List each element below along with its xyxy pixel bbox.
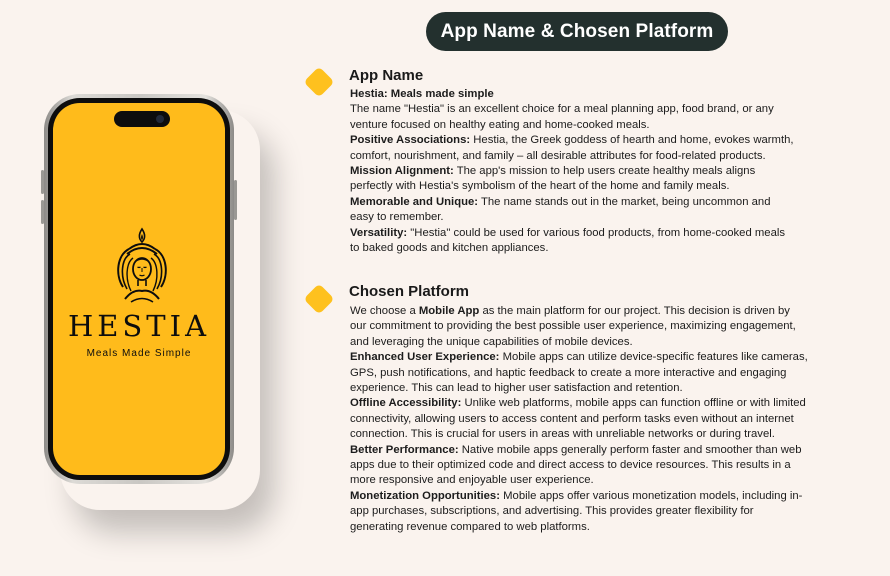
text-line	[350, 226, 820, 241]
text-line	[350, 195, 820, 210]
dynamic-island	[114, 111, 170, 127]
platform-intro-line	[350, 304, 820, 319]
text-line	[350, 396, 820, 411]
text-line-label: Mission Alignment:	[350, 165, 454, 178]
text-line-body: perfectly with Hestia's symbolism of the heart of the home and family meals.	[350, 180, 730, 193]
text-line-body: connectivity, allowing users to access content and perform tasks even without an internet	[350, 412, 794, 425]
text-line-body: app purchases, subscriptions, and advertising. This provides greater flexibility for	[350, 505, 754, 518]
phone-power-button	[234, 180, 237, 220]
text-line	[350, 350, 820, 365]
text-line	[350, 210, 820, 225]
text-line	[350, 489, 820, 504]
text-line-body: The name stands out in the market, being uncommon and	[478, 195, 771, 208]
text-line-body: easy to remember.	[350, 211, 444, 224]
text-line-label: Hestia: Meals made simple	[350, 88, 494, 100]
text-line-body: and leveraging the unique capabilities of mobile devices.	[350, 335, 633, 348]
text-line	[350, 241, 820, 256]
text-line	[350, 335, 820, 350]
text-line-label: Versatility:	[350, 226, 408, 239]
phone-bezel	[48, 98, 230, 480]
platform-heading: Chosen Platform	[349, 283, 470, 300]
text-line-body: apps due to their optimized code and direct access to device resources. This results in a	[350, 459, 791, 472]
page-title: App Name & Chosen Platform	[426, 12, 728, 51]
text-line	[350, 133, 820, 148]
text-line-body: Mobile apps can utilize device-specific features like cameras,	[499, 351, 808, 364]
text-line	[350, 179, 820, 194]
text-line-body: The name "Hestia" is an excellent choice for a meal planning app, food brand, or any	[350, 103, 774, 116]
text-line-label: Enhanced User Experience:	[350, 351, 500, 364]
text-line	[350, 443, 820, 458]
text-line	[350, 458, 820, 473]
text-line-body: more responsive and enjoyable user experience.	[350, 474, 594, 487]
text-line-body: our commitment to providing the best possible user experience, maximizing engagement,	[350, 320, 796, 333]
text-line	[350, 427, 820, 442]
phone-screen	[53, 103, 225, 475]
hestia-goddess-logo-icon	[111, 227, 173, 307]
brand-name: HESTIA	[67, 309, 211, 343]
platform-text	[350, 304, 820, 535]
phone-mockup	[44, 94, 234, 484]
text-line	[350, 520, 820, 535]
text-line-body: comfort, nourishment, and family – all desirable attributes for food-related products.	[350, 149, 766, 162]
text-line	[350, 366, 820, 381]
text-line-body: to baked goods and kitchen appliances.	[350, 242, 549, 255]
text-line-label: Better Performance:	[350, 443, 459, 456]
text-line-body: Native mobile apps generally perform faster and smoother than web	[458, 443, 802, 456]
text-line-body: Hestia, the Greek goddess of hearth and home, evokes warmth,	[470, 134, 794, 147]
text-line-body: GPS, push notifications, and haptic feedback to create a more interactive and engaging	[350, 366, 787, 379]
text-line-label: Memorable and Unique:	[350, 195, 479, 208]
text-line-body: experience. This can lead to higher user satisfaction and retention.	[350, 382, 683, 395]
text-line-body: venture focused on healthy eating and home-cooked meals.	[350, 118, 650, 131]
text-line	[350, 102, 820, 117]
text-line	[350, 87, 820, 102]
text-line	[350, 118, 820, 133]
text-line	[350, 381, 820, 396]
app-name-text	[350, 87, 820, 256]
text-line-label: Positive Associations:	[350, 134, 471, 147]
brand-tagline: Meals Made Simple	[86, 348, 192, 359]
text-line-body: Unlike web platforms, mobile apps can function offline or with limited	[461, 397, 806, 410]
text-line-body: "Hestia" could be used for various food products, from home-cooked meals	[407, 226, 786, 239]
text-line	[350, 412, 820, 427]
text-line-label: Monetization Opportunities:	[350, 489, 500, 502]
text-line	[350, 149, 820, 164]
intro-text: as the main platform for our project. This decision is driven by	[479, 305, 790, 317]
intro-bold-text: Mobile App	[418, 305, 480, 317]
text-line	[350, 504, 820, 519]
text-line-body: The app's mission to help users create healthy meals aligns	[453, 165, 756, 178]
text-line-body: connection. This is crucial for users in areas with unreliable networks or during travel.	[350, 428, 775, 441]
text-line	[350, 164, 820, 179]
intro-text: We choose a	[350, 305, 419, 317]
text-line-body: Mobile apps offer various monetization models, including in-	[499, 489, 803, 502]
text-line-body: generating revenue compared to web platforms.	[350, 520, 590, 533]
platform-bullet-icon	[303, 283, 334, 314]
text-line	[350, 473, 820, 488]
text-line-label: Offline Accessibility:	[350, 397, 462, 410]
camera-icon	[156, 115, 164, 123]
app-name-bullet-icon	[303, 66, 334, 97]
text-line	[350, 319, 820, 334]
app-name-heading: App Name	[349, 67, 424, 84]
